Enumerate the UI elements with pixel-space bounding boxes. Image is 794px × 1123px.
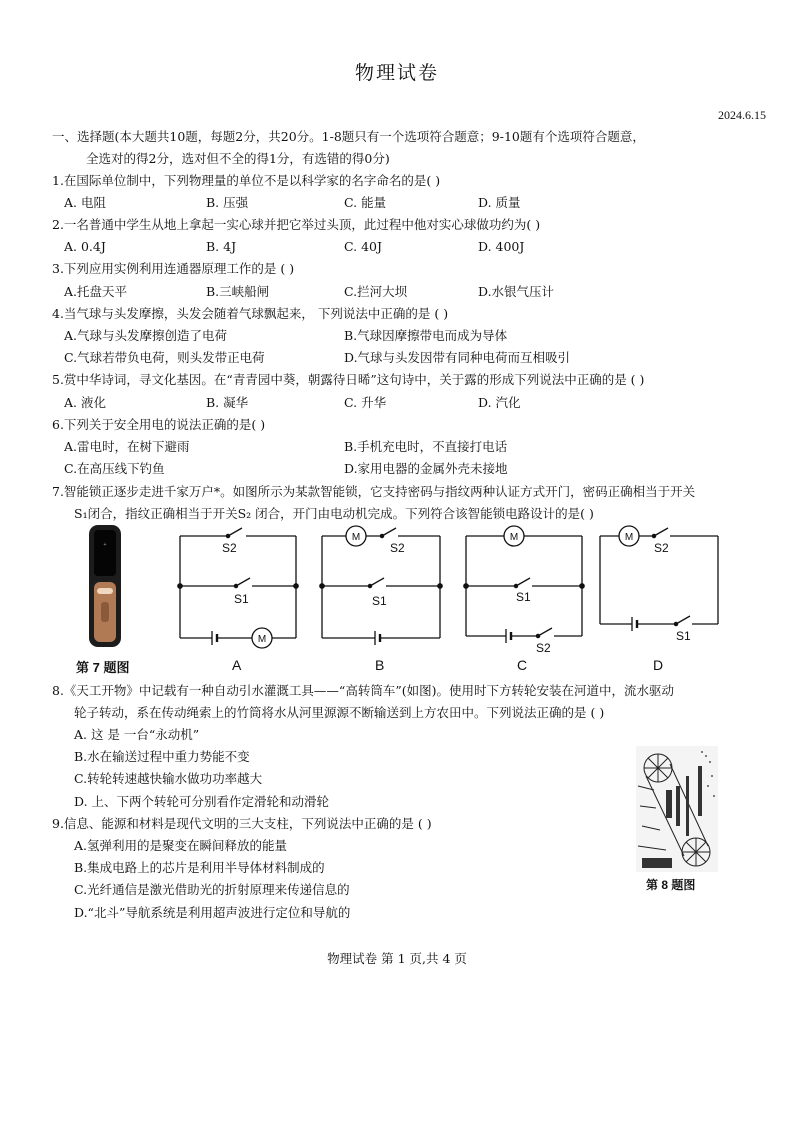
q4-option-a: A.气球与头发摩擦创造了电荷: [64, 328, 228, 343]
q9-option-d: D.“北斗”导航系统是利用超声波进行定位和导航的: [74, 905, 351, 920]
q8-option-d: D. 上、下两个转轮可分别看作定滑轮和动滑轮: [74, 794, 330, 809]
q5-option-d: D. 汽化: [478, 395, 521, 410]
q3-option-b: B.三峡船闸: [206, 284, 270, 299]
a-s1-label: S1: [234, 592, 249, 606]
b-s2-label: S2: [390, 541, 405, 555]
d-s2-label: S2: [654, 541, 669, 555]
q1-option-b: B. 压强: [206, 195, 249, 210]
q6-option-a: A.雷电时，在树下避雨: [64, 439, 190, 454]
page-title: 物理试卷: [354, 62, 439, 84]
q3-option-a: A.托盘天平: [64, 284, 128, 299]
question-7-stem-cont: S₁闭合，指纹正确相当于开关S₂ 闭合，开门由电动机完成。下列符合该智能锁电路设计的是( ): [74, 506, 594, 521]
q8-option-a: A. 这 是 一台“永动机”: [74, 727, 200, 742]
c-s2-label: S2: [536, 641, 551, 655]
smart-lock-image: [88, 524, 122, 648]
question-1-stem: 1.在国际单位制中，下列物理量的单位不是以科学家的名字命名的是( ): [52, 173, 441, 188]
q2-option-d: D. 400J: [478, 239, 525, 254]
circuit-c: [464, 526, 584, 643]
page-footer: 物理试卷 第 1 页,共 4 页: [327, 951, 467, 966]
q6-option-b: B.手机充电时，不直接打电话: [344, 439, 508, 454]
q3-option-d: D.水银气压计: [478, 284, 555, 299]
q1-option-a: A. 电阻: [64, 195, 106, 210]
figure-8-caption: 第 8 题图: [646, 878, 696, 892]
b-motor-label: M: [351, 532, 361, 543]
q2-option-c: C. 40J: [344, 239, 382, 254]
water-wheel-image: [636, 746, 718, 872]
q9-option-a: A.氢弹利用的是聚变在瞬间释放的能量: [74, 838, 288, 853]
q5-option-b: B. 凝华: [206, 395, 249, 410]
question-8-stem-cont: 轮子转动，系在传动绳索上的竹筒将水从河里源源不断输送到上方农田中。下列说法正确的是 ( ): [74, 705, 605, 720]
c-s1-label: S1: [516, 590, 531, 604]
q3-option-c: C.拦河大坝: [344, 284, 408, 299]
q2-option-b: B. 4J: [206, 239, 237, 254]
q8-option-b: B.水在输送过程中重力势能不变: [74, 749, 250, 764]
question-6-stem: 6.下列关于安全用电的说法正确的是( ): [52, 417, 266, 432]
d-s1-label: S1: [676, 629, 691, 643]
q5-option-a: A. 液化: [64, 395, 106, 410]
circuit-b: [320, 526, 442, 645]
d-motor-label: M: [624, 532, 634, 543]
q6-option-d: D.家用电器的金属外壳未接地: [344, 461, 508, 476]
section-heading: 一、选择题(本大题共10题，每题2分，共20分。1-8题只有一个选项符合题意；9-10题有个选项符合题意，: [52, 129, 645, 144]
q6-option-c: C.在高压线下钓鱼: [64, 461, 165, 476]
question-9-stem: 9.信息、能源和材料是现代文明的三大支柱，下列说法中正确的是 ( ): [52, 816, 432, 831]
circuit-label-b: B: [375, 657, 385, 673]
exam-date: 2024.6.15: [718, 108, 766, 122]
a-motor-label: M: [257, 634, 267, 645]
q4-option-c: C.气球若带负电荷，则头发带正电荷: [64, 350, 265, 365]
q8-option-c: C.转轮转速越快输水做功功率越大: [74, 771, 263, 786]
circuit-a: [178, 528, 298, 648]
q1-option-c: C. 能量: [344, 195, 387, 210]
q2-option-a: A. 0.4J: [64, 239, 106, 254]
q9-option-b: B.集成电路上的芯片是利用半导体材料制成的: [74, 860, 325, 875]
section-heading-cont: 全选对的得2分，选对但不全的得1分，有选错的得0分): [86, 151, 390, 166]
q4-option-d: D.气球与头发因带有同种电荷而互相吸引: [344, 350, 571, 365]
q1-option-d: D. 质量: [478, 195, 521, 210]
question-8-stem: 8.《天工开物》中记载有一种自动引水灌溉工具——“高转筒车”(如图)。使用时下方转轮安装在河道中，流水驱动: [52, 683, 674, 698]
circuit-diagrams: [170, 524, 780, 659]
circuit-label-a: A: [232, 657, 242, 673]
svg-text:+: +: [103, 542, 107, 548]
question-4-stem: 4.当气球与头发摩擦，头发会随着气球飘起来， 下列说法中正确的是 ( ): [52, 306, 449, 321]
question-3-stem: 3.下列应用实例利用连通器原理工作的是 ( ): [52, 261, 295, 276]
question-5-stem: 5.赏中华诗词，寻文化基因。在“青青园中葵，朝露待日晞”这句诗中，关于露的形成下列说法中正确的是 ( ): [52, 372, 645, 387]
q4-option-b: B.气球因摩擦带电而成为导体: [344, 328, 508, 343]
question-2-stem: 2.一名普通中学生从地上拿起一实心球并把它举过头顶，此过程中他对实心球做功约为( ): [52, 217, 541, 232]
b-s1-label: S1: [372, 594, 387, 608]
q9-option-c: C.光纤通信是激光借助光的折射原理来传递信息的: [74, 882, 350, 897]
q5-option-c: C. 升华: [344, 395, 387, 410]
a-s2-label: S2: [222, 541, 237, 555]
question-7-stem: 7.智能锁正逐步走进千家万户*。如图所示为某款智能锁，它支持密码与指纹两种认证方式开门，密码正确相当于开关: [52, 484, 696, 499]
circuit-label-d: D: [653, 657, 664, 673]
c-motor-label: M: [509, 532, 519, 543]
circuit-label-c: C: [517, 657, 528, 673]
figure-7-caption: 第 7 题图: [76, 660, 130, 675]
